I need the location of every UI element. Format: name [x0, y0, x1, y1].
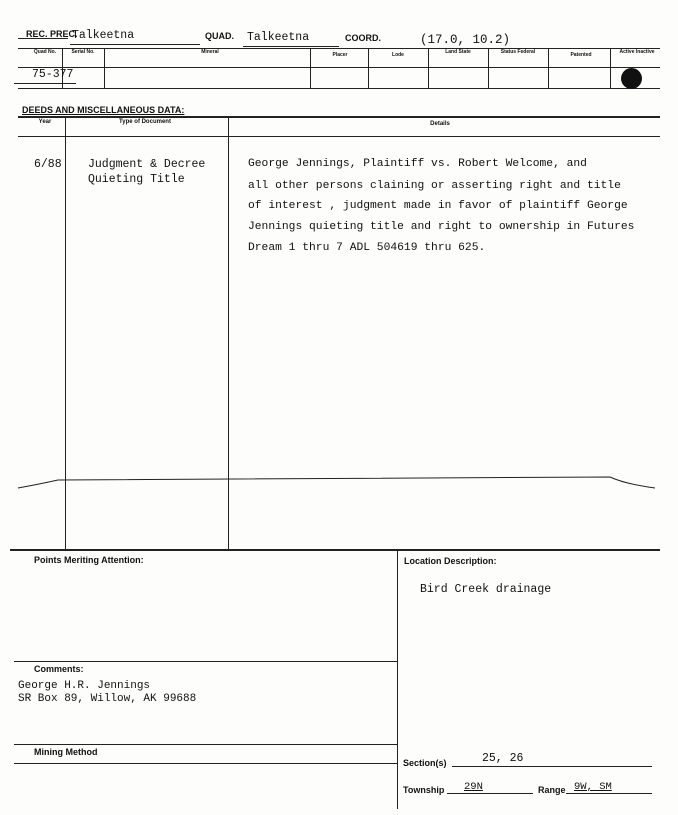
- sections-label: Section(s): [403, 758, 447, 768]
- rec-prec-value: Talkeetna: [72, 29, 135, 42]
- col-serial-no: Serial No.: [71, 49, 95, 55]
- col-mineral: Mineral: [201, 49, 219, 55]
- entry-type-line2: Quieting Title: [88, 173, 185, 186]
- entry-year: 6/88: [34, 158, 62, 171]
- col-active-inactive: Active Inactive: [619, 49, 655, 55]
- active-status-dot: [621, 68, 642, 89]
- location-label: Location Description:: [404, 556, 497, 566]
- entry-details-line: Dream 1 thru 7 ADL 504619 thru 625.: [248, 242, 486, 254]
- col-quad-no: Quad No.: [33, 49, 57, 55]
- quad-label: QUAD.: [205, 31, 234, 41]
- sections-value: 25, 26: [482, 752, 524, 765]
- location-value: Bird Creek drainage: [420, 583, 552, 596]
- entry-details-line: George Jennings, Plaintiff vs. Robert Welcome, and: [248, 158, 587, 170]
- col-year: Year: [38, 119, 52, 125]
- col-lode: Lode: [392, 52, 404, 58]
- comments-label: Comments:: [34, 664, 84, 674]
- township-label: Township: [403, 785, 445, 795]
- mining-method-label: Mining Method: [34, 747, 98, 757]
- rec-prec-label: REC. PREC.: [26, 29, 78, 39]
- col-placer: Placer: [332, 52, 348, 58]
- deeds-section-title: DEEDS AND MISCELLANEOUS DATA:: [22, 105, 185, 115]
- col-land-state: Land State: [445, 49, 471, 55]
- township-value: 29N: [464, 781, 483, 793]
- comments-line1: George H.R. Jennings: [18, 680, 151, 692]
- comments-line2: SR Box 89, Willow, AK 99688: [18, 693, 197, 705]
- coord-label: COORD.: [345, 33, 381, 43]
- range-value: 9W, SM: [574, 781, 612, 793]
- points-label: Points Meriting Attention:: [34, 555, 144, 565]
- col-type-of-document: Type of Document: [119, 119, 171, 125]
- col-patented: Patented: [570, 52, 592, 58]
- entry-type-line1: Judgment & Decree: [88, 158, 206, 171]
- quad-value: Talkeetna: [247, 31, 310, 44]
- entry-details-line: of interest , judgment made in favor of plaintiff George: [248, 200, 628, 212]
- entry-details-line: all other persons claining or asserting right and title: [248, 180, 621, 192]
- range-label: Range: [538, 785, 566, 795]
- fold-line: [0, 470, 678, 500]
- quad-no-value: 75-377: [32, 68, 74, 81]
- col-details: Details: [430, 121, 450, 127]
- col-status-federal: Status Federal: [500, 49, 536, 55]
- coord-value: (17.0, 10.2): [420, 33, 511, 47]
- entry-details-line: Jennings quieting title and right to ownership in Futures: [248, 221, 635, 233]
